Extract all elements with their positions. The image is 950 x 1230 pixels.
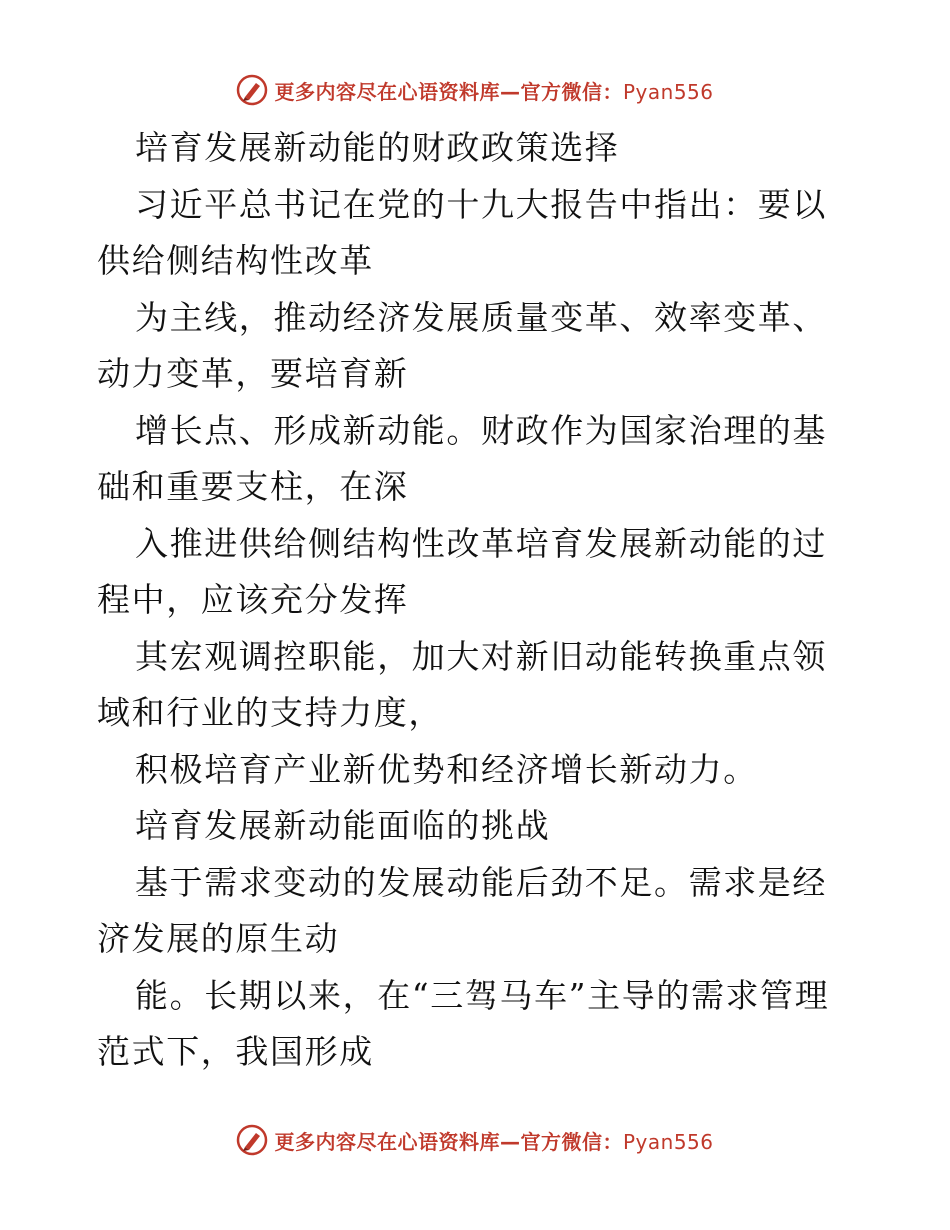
paragraph: 其宏观调控职能，加大对新旧动能转换重点领域和行业的支持力度， [97, 636, 827, 732]
section-title: 培育发展新动能的财政政策选择 [135, 128, 620, 167]
paragraph: 积极培育产业新优势和经济增长新动力。 [135, 749, 758, 789]
document-body [97, 120, 853, 1081]
watermark-wechat-id: Pyan556 [622, 1129, 714, 1154]
pen-logo-icon [236, 74, 268, 106]
paragraph: 增长点、形成新动能。财政作为国家治理的基础和重要支柱，在深 [97, 410, 827, 506]
watermark-text-cn: 更多内容尽在心语资料库—官方微信： [274, 1129, 623, 1154]
paragraph: 为主线，推动经济发展质量变革、效率变革、动力变革，要培育新 [97, 297, 827, 393]
paragraph: 入推进供给侧结构性改革培育发展新动能的过程中，应该充分发挥 [97, 523, 827, 619]
watermark-wechat-id: Pyan556 [622, 79, 714, 104]
paragraph: 基于需求变动的发展动能后劲不足。需求是经济发展的原生动 [97, 862, 827, 958]
watermark-text [274, 76, 713, 105]
paragraph: 习近平总书记在党的十九大报告中指出：要以供给侧结构性改革 [97, 184, 827, 280]
watermark-header [0, 73, 950, 107]
paragraph: 能。长期以来，在“三驾马车”主导的需求管理范式下，我国形成 [97, 975, 830, 1071]
pen-logo-icon [236, 1124, 268, 1156]
watermark-text [274, 1126, 713, 1155]
watermark-text-cn: 更多内容尽在心语资料库—官方微信： [274, 79, 623, 104]
watermark-footer [0, 1123, 950, 1157]
section-heading: 培育发展新动能面临的挑战 [135, 806, 551, 845]
